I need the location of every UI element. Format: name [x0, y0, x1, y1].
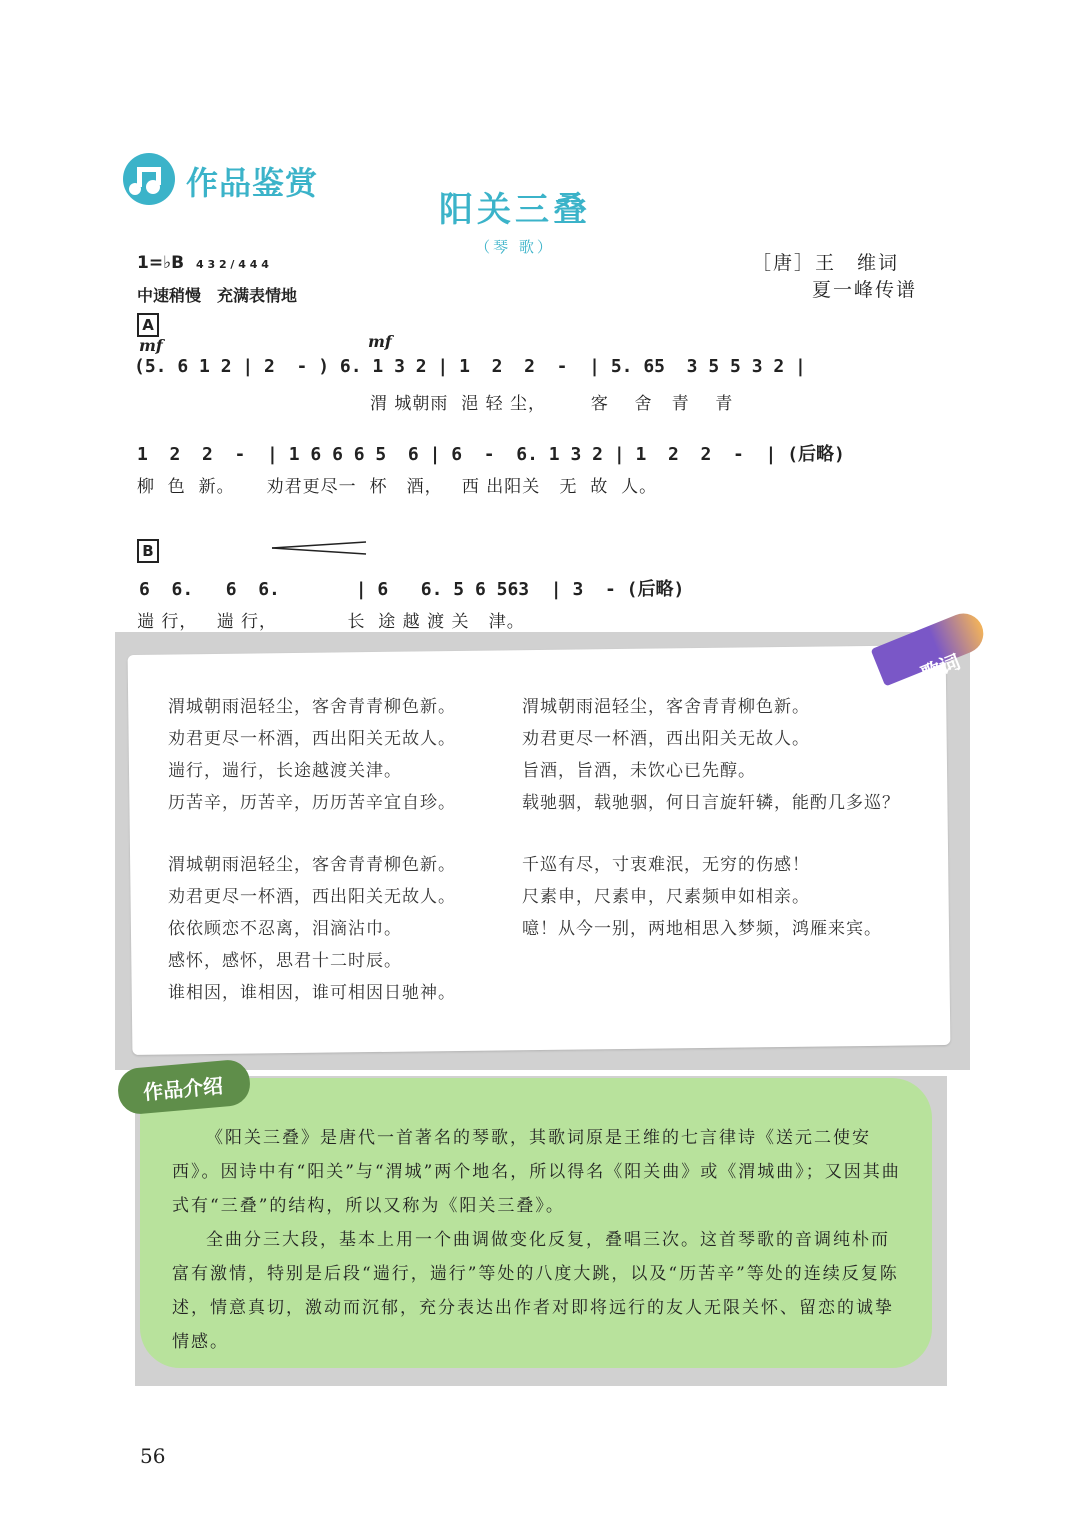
lyric-verse-line: 旨酒，旨酒，未饮心已先醇。: [522, 761, 756, 781]
lyric-verse-line: 载驰骃，载驰骃，何日言旋轩辚，能酌几多巡？: [522, 793, 900, 813]
dynamic-marking: mf: [139, 336, 163, 355]
lyric-verse-line: 劝君更尽一杯酒，西出阳关无故人。: [168, 887, 456, 907]
lyrics-right-column: [522, 691, 900, 945]
lyric-line: 渭 城朝雨 浥 轻 尘， 客 舍 青 青: [370, 394, 734, 414]
lyric-verse-line: 渭城朝雨浥轻尘，客舍青青柳色新。: [522, 697, 810, 717]
dynamic-marking: mf: [368, 332, 392, 351]
lyric-verse-line: 谁相因，谁相因，谁可相因日驰神。: [168, 983, 456, 1003]
key-text: 1=♭B: [137, 253, 185, 273]
transcriber-credit: 夏一峰传谱: [812, 279, 918, 301]
page-number: 56: [140, 1444, 166, 1468]
lyricist-credit: ［唐］王 维词: [752, 252, 900, 274]
tempo-marking: 中速稍慢 充满表情地: [137, 286, 298, 305]
lyric-verse-line: 劝君更尽一杯酒，西出阳关无故人。: [522, 729, 810, 749]
lyric-line: 遄 行， 遄 行， 长 途 越 渡 关 津。: [137, 612, 525, 632]
song-title: 阳关三叠: [439, 190, 591, 230]
section-b-marker: B: [137, 539, 159, 563]
time-signature: 4 3 2 / 4 4 4: [195, 258, 269, 271]
lyric-line: 柳 色 新。 劝君更尽一 杯 酒， 西 出阳关 无 故 人。: [137, 477, 658, 497]
intro-paragraph: 《阳关三叠》是唐代一首著名的琴歌，其歌词原是王维的七言律诗《送元二使安西》。因诗中有“阳关”与“渭城”两个地名，所以得名《阳关曲》或《渭城曲》；又因其曲式有“三叠”的结构，所以又称为《阳关三叠》。: [172, 1128, 901, 1216]
key-signature: [137, 253, 269, 273]
song-subtitle: （琴 歌）: [475, 238, 555, 256]
lyric-verse-line: 遄行，遄行，长途越渡关津。: [168, 761, 402, 781]
lyric-verse-line: 噫！从今一别，两地相思入梦频，鸿雁来宾。: [522, 919, 882, 939]
notation-line: 1 2 2 - | 1 6 6 6 5 6 | 6 - 6. 1 3 2 | 1 2 2 - | (后略): [137, 444, 845, 465]
intro-paragraph: 全曲分三大段，基本上用一个曲调做变化反复，叠唱三次。这首琴歌的音调纯朴而富有激情，特别是后段“遄行，遄行”等处的八度大跳，以及“历苦辛”等处的连续反复陈述，情意真切，激动而沉郁，充分表达出作者对即将远行的友人无限关怀、留恋的诚挚情感。: [172, 1230, 899, 1352]
lyric-verse-line: 历苦辛，历苦辛，历历苦辛宜自珍。: [168, 793, 456, 813]
lyric-verse-line: 渭城朝雨浥轻尘，客舍青青柳色新。: [168, 855, 456, 875]
notation-line: (5. 6 1 2 | 2 - ) 6. 1 3 2 | 1 2 2 - | 5. 65 3 5 5 3 2 |: [134, 356, 806, 377]
intro-text: [172, 1121, 902, 1359]
lyric-verse-line: 感怀，感怀，思君十二时辰。: [168, 951, 402, 971]
intro-tab-label: 作品介绍: [142, 1073, 225, 1105]
lyric-verse-line: 劝君更尽一杯酒，西出阳关无故人。: [168, 729, 456, 749]
lyric-verse-line: 千巡有尽，寸衷难泯，无穷的伤感！: [522, 855, 810, 875]
section-a-marker: A: [137, 313, 159, 337]
section-title: 作品鉴赏: [186, 164, 319, 202]
lyric-verse-line: 尺素申，尺素申，尺素频申如相亲。: [522, 887, 810, 907]
lyric-verse-line: 依依顾恋不忍离，泪滴沾巾。: [168, 919, 402, 939]
lyrics-tag-label: 歌词: [917, 649, 964, 687]
notation-line: 6 6. 6 6. | 6 6. 5 6 563 | 3 - (后略): [139, 579, 685, 600]
lyric-verse-line: 渭城朝雨浥轻尘，客舍青青柳色新。: [168, 697, 456, 717]
music-note-icon: [123, 153, 175, 205]
crescendo-mark: [270, 540, 370, 556]
lyrics-left-column: [168, 691, 456, 1009]
